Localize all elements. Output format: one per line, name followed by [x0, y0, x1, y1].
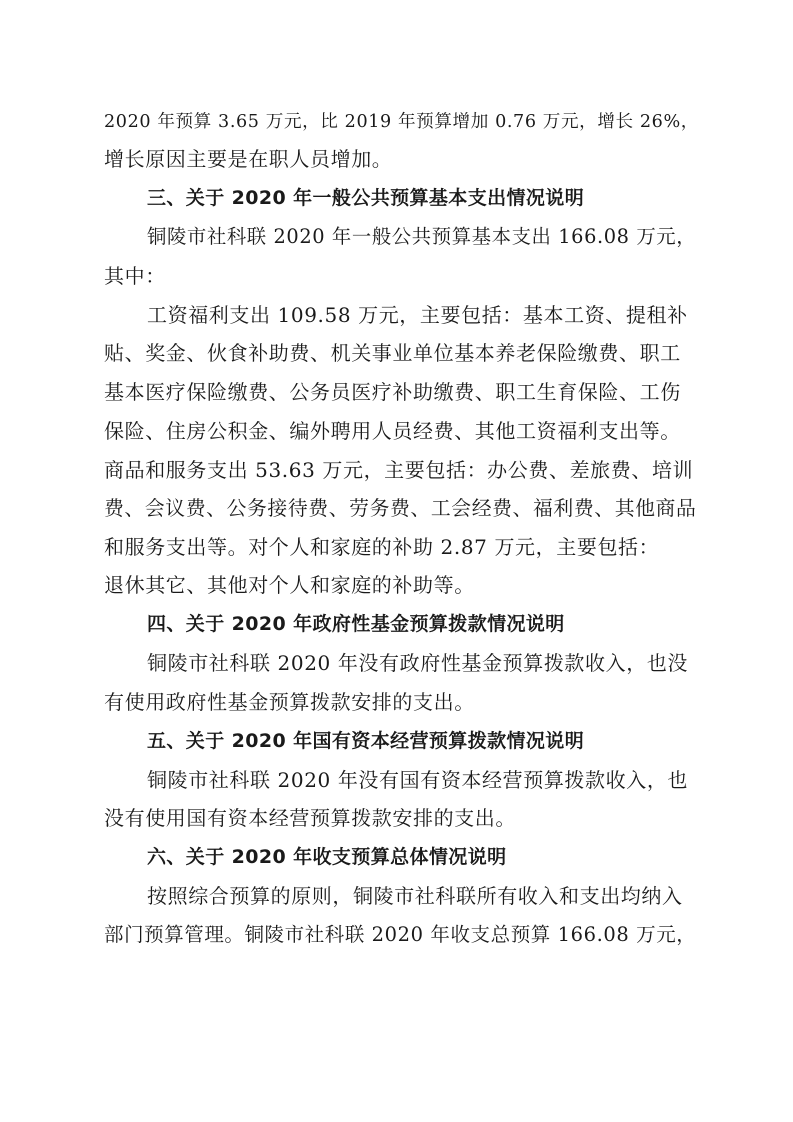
body-text-line: 部门预算管理。铜陵市社科联 2020 年收支总预算 166.08 万元， — [104, 923, 697, 946]
body-text-line: 增长原因主要是在职人员增加。 — [104, 147, 393, 171]
body-text-line: 退休其它、其他对个人和家庭的补助等。 — [104, 573, 475, 597]
section-heading-5: 五、关于 2020 年国有资本经营预算拨款情况说明 — [147, 730, 585, 752]
body-text-line: 铜陵市社科联 2020 年一般公共预算基本支出 166.08 万元， — [147, 225, 697, 248]
body-text-line: 2020 年预算 3.65 万元，比 2019 年预算增加 0.76 万元，增长 26%， — [104, 112, 699, 132]
body-text-line: 铜陵市社科联 2020 年没有政府性基金预算拨款收入，也没 — [147, 651, 689, 675]
body-text-line: 商品和服务支出 53.63 万元，主要包括：办公费、差旅费、培训 — [104, 458, 694, 482]
body-text-line: 基本医疗保险缴费、公务员医疗补助缴费、职工生育保险、工伤 — [104, 380, 681, 404]
body-text-line: 费、会议费、公务接待费、劳务费、工会经费、福利费、其他商品 — [104, 497, 697, 520]
body-text-line: 其中： — [104, 264, 166, 288]
body-text-line: 和服务支出等。对个人和家庭的补助 2.87 万元，主要包括： — [104, 535, 660, 559]
body-text-line: 有使用政府性基金预算拨款安排的支出。 — [104, 690, 475, 714]
body-text-line: 工资福利支出 109.58 万元，主要包括：基本工资、提租补 — [147, 303, 688, 327]
section-heading-3: 三、关于 2020 年一般公共预算基本支出情况说明 — [147, 187, 585, 209]
body-text-line: 贴、奖金、伙食补助费、机关事业单位基本养老保险缴费、职工 — [104, 341, 681, 365]
section-heading-6: 六、关于 2020 年收支预算总体情况说明 — [147, 846, 507, 868]
body-text-line: 保险、住房公积金、编外聘用人员经费、其他工资福利支出等。 — [104, 419, 681, 443]
section-heading-4: 四、关于 2020 年政府性基金预算拨款情况说明 — [147, 613, 565, 635]
body-text-line: 铜陵市社科联 2020 年没有国有资本经营预算拨款收入，也 — [147, 768, 689, 792]
body-text-line: 按照综合预算的原则，铜陵市社科联所有收入和支出均纳入 — [147, 884, 683, 908]
body-text-line: 没有使用国有资本经营预算拨款安排的支出。 — [104, 806, 516, 830]
